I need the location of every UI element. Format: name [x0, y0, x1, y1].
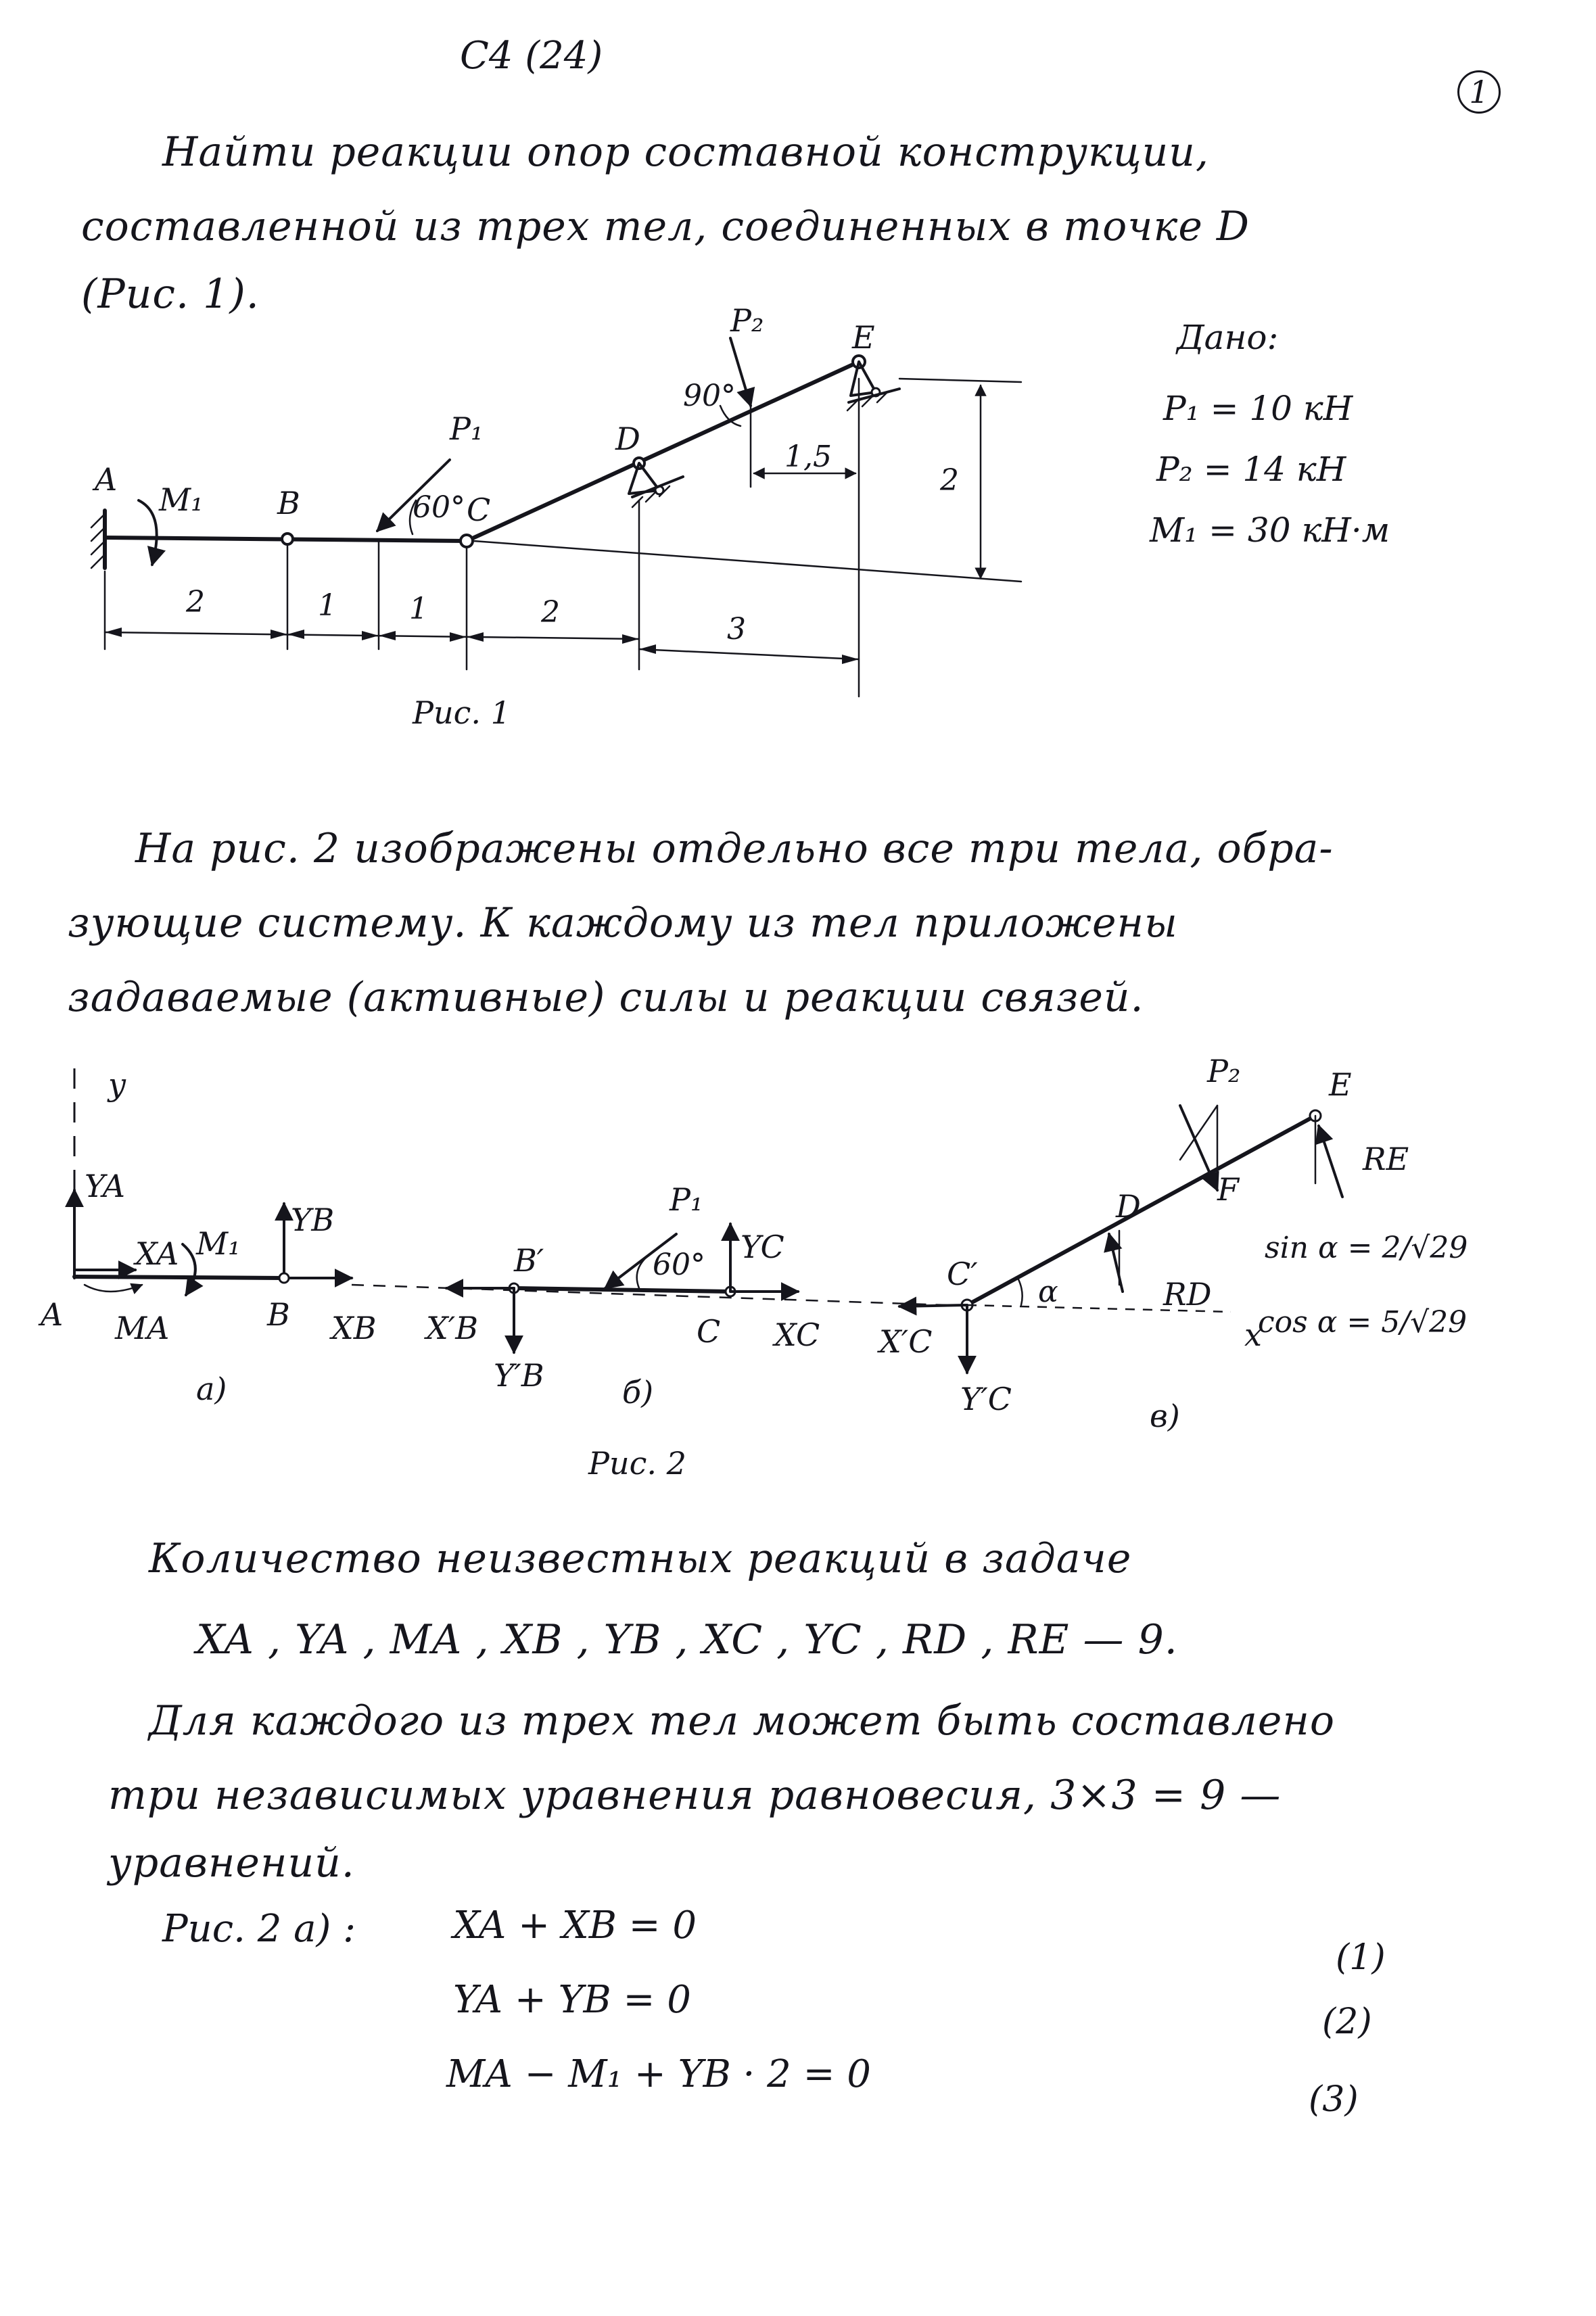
fig2c-x-label: x [1244, 1317, 1262, 1353]
label-angle-90: 90° [683, 379, 736, 413]
label-p2: P₂ [730, 302, 764, 339]
label-b: B [277, 485, 300, 521]
fig2c [877, 1053, 1468, 1434]
figure-1-caption: Рис. 1 [413, 694, 511, 731]
label-m1: M₁ [159, 481, 204, 518]
unknowns-line-1: Количество неизвестных реакций в задаче [149, 1535, 1132, 1582]
fig2c-d-label: D [1116, 1188, 1141, 1225]
fig2b-xb-label: X′B [426, 1310, 478, 1346]
label-c: C [467, 492, 491, 528]
equation-2: YA + YB = 0 [453, 1978, 691, 2022]
fig2b-angle-label: 60° [653, 1248, 705, 1282]
fig2c-sin-label: sin α = 2/√29 [1265, 1231, 1468, 1265]
fig2c-c-label: C′ [947, 1256, 978, 1292]
unknowns-line-2: XA , YA , MA , XB , YB , XC , YC , RD , RE — 9. [196, 1616, 1178, 1663]
fig2a-y-label: y [108, 1066, 126, 1103]
fig2a-xa-label: XA [135, 1235, 179, 1272]
fig2c-rd-label: RD [1163, 1276, 1212, 1313]
fig2b-b-label: B′ [514, 1242, 544, 1279]
problem-line-1: Найти реакции опор составной конструкции, [162, 128, 1209, 176]
problem-line-3: (Рис. 1). [81, 270, 260, 318]
label-dim-1: 2 [186, 585, 205, 619]
equation-1: XA + XB = 0 [453, 1904, 697, 1947]
fig2b-yb-label: Y′B [494, 1357, 544, 1394]
label-dim-height: 2 [940, 463, 959, 498]
label-angle-60: 60° [413, 490, 465, 525]
paragraph2-line-2: зующие систему. К каждому из тел приложены [68, 899, 1178, 947]
paragraph3-line-1: Для каждого из трех тел может быть составлено [149, 1697, 1336, 1745]
fig2c-cos-label: cos α = 5/√29 [1258, 1305, 1468, 1340]
label-e: E [852, 319, 875, 356]
label-p1: P₁ [450, 410, 484, 447]
fig2b-tag: б) [622, 1374, 654, 1411]
label-d: D [615, 421, 640, 457]
paragraph3-line-2: три независимых уравнения равновесия, 3×3 = 9 — [108, 1772, 1282, 1819]
dashed-axis [352, 1285, 947, 1305]
fig2b-c-label: C [697, 1313, 721, 1350]
fig2b-yc-label: YC [741, 1229, 784, 1265]
equations-label: Рис. 2 а) : [162, 1907, 356, 1951]
problem-line-2: составленной из трех тел, соединенных в точке D [81, 203, 1250, 250]
label-dim-4: 2 [541, 595, 560, 630]
given-p1: P₁ = 10 кН [1163, 389, 1353, 428]
fig2c-f-label: F [1217, 1171, 1239, 1208]
figure-1-diagram [0, 0, 1596, 757]
support-d [629, 458, 683, 507]
wall-support-a [91, 511, 105, 568]
given-heading: Дано: [1177, 318, 1279, 357]
fig2b-p1-label: P₁ [670, 1181, 703, 1218]
fig2a-m1-label: M₁ [196, 1225, 241, 1262]
given-p2: P₂ = 14 кН [1156, 450, 1346, 489]
paragraph2-line-1: На рис. 2 изображены отдельно все три тела, обра- [135, 825, 1334, 872]
label-dim-2: 1 [318, 588, 337, 623]
label-a: A [95, 461, 118, 498]
fig2a-ma-label: MA [115, 1310, 170, 1346]
figure-2-diagram [0, 1041, 1596, 1515]
figure-2-caption: Рис. 2 [588, 1445, 686, 1482]
fig2a-b-label: B [267, 1296, 290, 1333]
moment-m1-arrow [139, 500, 157, 565]
fig2a-yb-label: YB [291, 1202, 335, 1238]
fig2c-tag: в) [1150, 1398, 1180, 1434]
fig2a [38, 1066, 377, 1407]
label-dim-3: 1 [409, 592, 428, 626]
fig2a-tag: а) [196, 1371, 227, 1407]
equation-3-number: (3) [1309, 2079, 1359, 2120]
page-number: 1 [1457, 70, 1501, 114]
equation-2-number: (2) [1322, 2002, 1372, 2042]
fig2c-alpha-label: α [1038, 1275, 1058, 1309]
fig2c-yc-label: Y′C [960, 1381, 1012, 1417]
label-dim-5: 3 [727, 612, 746, 646]
fig2a-xb-label: XB [331, 1310, 377, 1346]
paragraph2-line-3: задаваемые (активные) силы и реакции связей. [68, 974, 1144, 1021]
fig2b [424, 1181, 820, 1411]
fig2a-ya-label: YA [85, 1168, 126, 1204]
given-m1: M₁ = 30 кН·м [1150, 511, 1390, 550]
paragraph3-line-3: уравнений. [108, 1839, 355, 1887]
equation-1-number: (1) [1336, 1937, 1386, 1978]
fig2b-xc-label: XC [774, 1317, 820, 1353]
page-title: С4 (24) [460, 34, 603, 78]
fig2c-p2-label: P₂ [1207, 1053, 1241, 1089]
fig2c-re-label: RE [1363, 1141, 1409, 1177]
hinge-c [461, 535, 473, 547]
hinge-b [282, 534, 293, 544]
label-dim-1-5: 1,5 [784, 440, 832, 474]
fig2c-xc-label: X′C [879, 1323, 933, 1360]
fig2a-a-label: A [41, 1296, 64, 1333]
fig2c-e-label: E [1329, 1066, 1352, 1103]
equation-3: MA − M₁ + YB · 2 = 0 [446, 2052, 871, 2096]
support-e [847, 362, 899, 410]
